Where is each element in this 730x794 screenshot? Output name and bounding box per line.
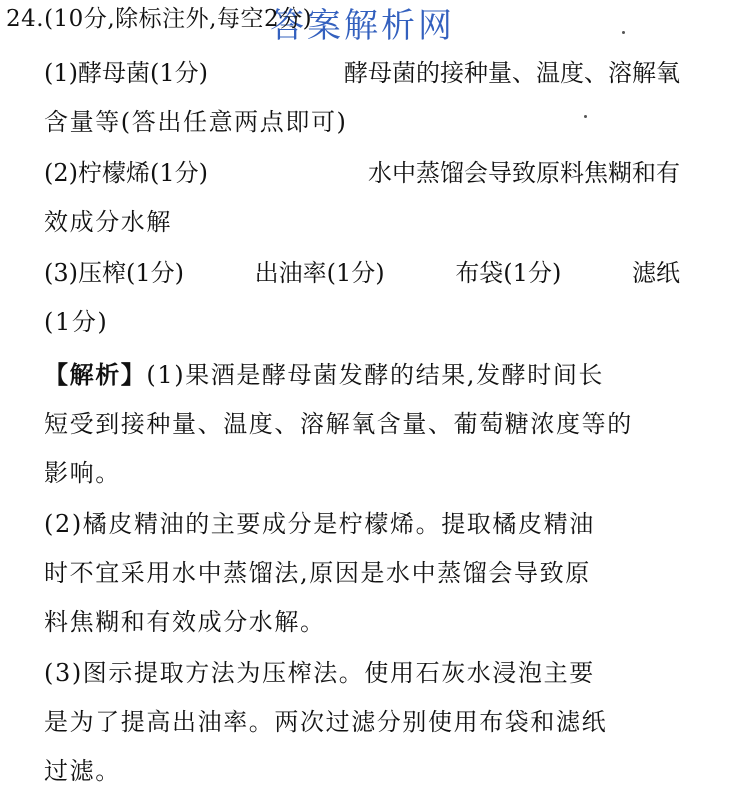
analysis-line-3: 影响。 [44, 459, 121, 487]
analysis-line-8: 是为了提高出油率。两次过滤分别使用布袋和滤纸 [44, 708, 608, 736]
analysis-line-6: 料焦糊和有效成分水解。 [44, 608, 326, 636]
answer-1-item: 酵母菌的接种量、温度、溶解氧 [344, 59, 680, 87]
answer-2-line-1 [44, 158, 680, 188]
analysis-line-1 [44, 360, 694, 390]
scan-speck [622, 31, 625, 34]
question-header: 24.(10分,除标注外,每空2分) [6, 6, 313, 32]
answer-1-line-2: 含量等(答出任意两点即可) [44, 108, 348, 136]
analysis-line-5: 时不宜采用水中蒸馏法,原因是水中蒸馏会导致原 [44, 559, 591, 587]
analysis-line-2: 短受到接种量、温度、溶解氧含量、葡萄糖浓度等的 [44, 410, 633, 438]
answer-3-item: 布袋(1分) [455, 259, 562, 287]
scan-speck [584, 115, 587, 118]
answer-2-line-2: 效成分水解 [44, 208, 172, 236]
answer-2-item: (2)柠檬烯(1分) [44, 159, 208, 187]
analysis-text: (1)果酒是酵母菌发酵的结果,发酵时间长 [146, 361, 605, 389]
analysis-line-4: (2)橘皮精油的主要成分是柠檬烯。提取橘皮精油 [44, 510, 595, 538]
watermark-text: 答案解析网 [270, 6, 455, 46]
answer-3-item: 出油率(1分) [254, 259, 385, 287]
answer-3-line-1 [44, 258, 680, 288]
answer-1-item: (1)酵母菌(1分) [44, 59, 208, 87]
analysis-label: 【解析】 [44, 360, 147, 389]
answer-3-line-2: (1分) [44, 308, 109, 336]
answer-3-item: (3)压榨(1分) [44, 259, 184, 287]
answer-3-item: 滤纸 [631, 259, 680, 287]
analysis-line-9: 过滤。 [44, 757, 121, 785]
answer-2-item: 水中蒸馏会导致原料焦糊和有 [368, 159, 680, 187]
analysis-line-7: (3)图示提取方法为压榨法。使用石灰水浸泡主要 [44, 659, 595, 687]
answer-1-line-1 [44, 58, 680, 88]
